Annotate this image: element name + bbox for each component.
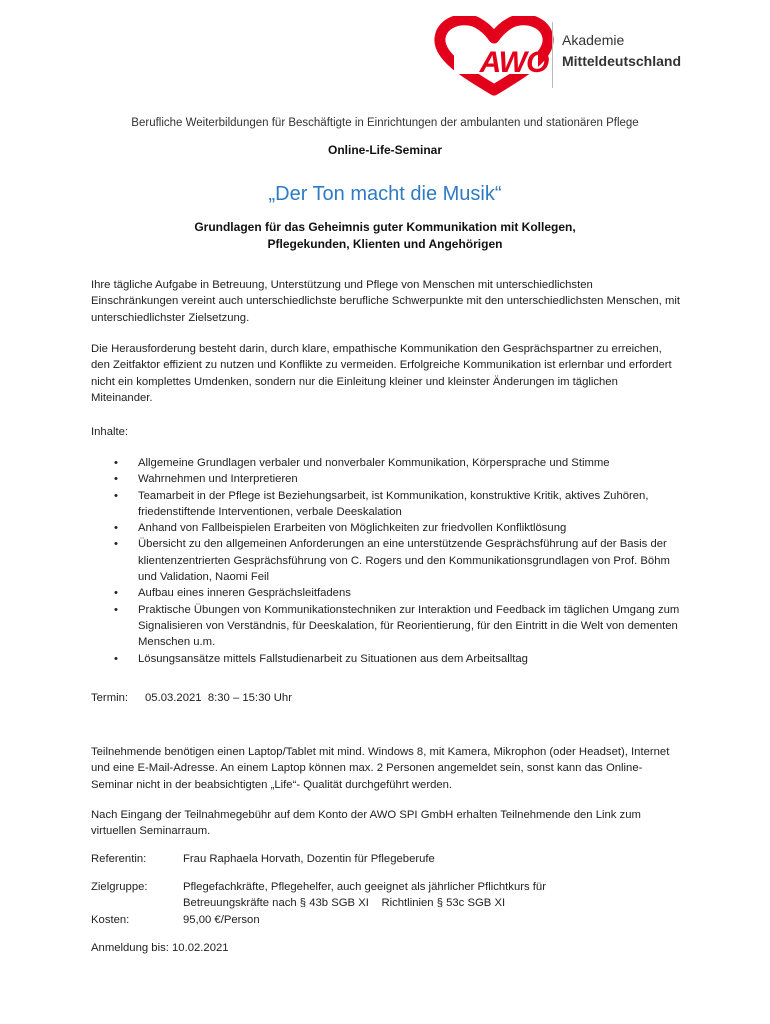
anmeldung-label: Anmeldung bis: xyxy=(91,942,169,954)
subtitle-line-2: Pflegekunden, Klienten und Angehörigen xyxy=(267,237,503,251)
termin-value: 05.03.2021 8:30 – 15:30 Uhr xyxy=(145,692,292,704)
document-subtitle xyxy=(60,219,710,253)
subtitle-line-1: Grundlagen für das Geheimnis guter Kommunikation mit Kollegen, xyxy=(194,220,576,234)
logo-line-akademie: Akademie xyxy=(562,32,625,48)
kosten-label: Kosten: xyxy=(91,914,130,926)
awo-logo-text: AWO xyxy=(479,46,549,79)
list-item: • Allgemeine Grundlagen verbaler und nonverbaler Kommunikation, Körpersprache und Stimme xyxy=(91,455,681,471)
intro-line: Berufliche Weiterbildungen für Beschäftigte in Einrichtungen der ambulanten und stationären Pflege xyxy=(131,117,639,129)
seminar-type: Online-Life-Seminar xyxy=(327,143,443,157)
anmeldung-value: 10.02.2021 xyxy=(172,942,229,954)
termin-row xyxy=(91,692,292,704)
document-title: „Der Ton macht die Musik“ xyxy=(268,183,502,205)
list-item: • Übersicht zu den allgemeinen Anforderungen an eine unterstützende Gesprächsführung auf der Basis der klientenzentrierten Gesprächsführung von C. Rogers und den Kommunikationsgrundlagen von Prof. Böhm und Validation, Naomi Feil xyxy=(91,536,681,585)
termin-label: Termin: xyxy=(91,692,129,704)
anmeldung-row xyxy=(91,940,229,956)
logo-divider xyxy=(552,22,553,88)
logo-line-mitteldeutschland: Mitteldeutschland xyxy=(562,53,682,69)
list-item: • Wahrnehmen und Interpretieren xyxy=(91,471,681,487)
content-list xyxy=(91,455,681,667)
zielgruppe-label: Zielgruppe: xyxy=(91,881,148,893)
awo-logo xyxy=(434,16,684,96)
paragraph-1: Ihre tägliche Aufgabe in Betreuung, Unterstützung und Pflege von Menschen mit unterschiedlichsten Einschränkungen vereint auch unterschiedlichste berufliche Schwerpunkte mit den unterschiedlichsten Menschen, mit unterschiedlichster Zielsetzung. xyxy=(91,279,681,324)
zielgruppe-value xyxy=(183,879,603,912)
referentin-value: Frau Raphaela Horvath, Dozentin für Pflegeberufe xyxy=(183,853,435,865)
list-item: • Teamarbeit in der Pflege ist Beziehungsarbeit, ist Kommunikation, konstruktive Kritik, aktives Zuhören, friedenstiftende Interventionen, verbale Deeskalation xyxy=(91,488,681,521)
list-item: • Aufbau eines inneren Gesprächsleitfadens xyxy=(91,585,681,601)
inhalte-label: Inhalte: xyxy=(91,426,129,438)
referentin-label: Referentin: xyxy=(91,853,147,865)
paragraph-2: Die Herausforderung besteht darin, durch klare, empathische Kommunikation den Gesprächspartner zu erreichen, den Zeitfaktor effizient zu nutzen und Konflikte zu vermeiden. Erfolgreiche Kommunikation ist erlernbar und erfordert nicht ein komplettes Umdenken, sondern nur die Einleitung kleiner und kleinster Änderungen im täglichen Miteinander. xyxy=(91,343,672,405)
kosten-value: 95,00 €/Person xyxy=(183,914,260,926)
paragraph-3: Teilnehmende benötigen einen Laptop/Tablet mit mind. Windows 8, mit Kamera, Mikrophon (oder Headset), Internet und eine E-Mail-Adresse. An einem Laptop können max. 2 Personen angemeldet sein, sonst kann das Online-Seminar nicht in der beabsichtigten „Life“- Qualität durchgeführt werden. xyxy=(91,746,670,791)
zielgruppe-value-line-2: Betreuungskräfte nach § 43b SGB XI Richtlinien § 53c SGB XI xyxy=(183,897,506,910)
list-item: • Praktische Übungen von Kommunikationstechniken zur Interaktion und Feedback im täglichen Umgang zum Signalisieren von Verständnis, für Deeskalation, für Reorientierung, für den Eintritt in die Welt von dementen Menschen u.m. xyxy=(91,602,681,651)
list-item: • Anhand von Fallbeispielen Erarbeiten von Möglichkeiten zur friedvollen Konfliktlösung xyxy=(91,520,681,536)
zielgruppe-value-line-1: Pflegefachkräfte, Pflegehelfer, auch geeignet als jährlicher Pflichtkurs für xyxy=(183,881,546,893)
paragraph-4: Nach Eingang der Teilnahmegebühr auf dem Konto der AWO SPI GmbH erhalten Teilnehmende den Link zum virtuellen Seminarraum. xyxy=(91,809,641,838)
list-item: • Lösungsansätze mittels Fallstudienarbeit zu Situationen aus dem Arbeitsalltag xyxy=(91,651,681,667)
